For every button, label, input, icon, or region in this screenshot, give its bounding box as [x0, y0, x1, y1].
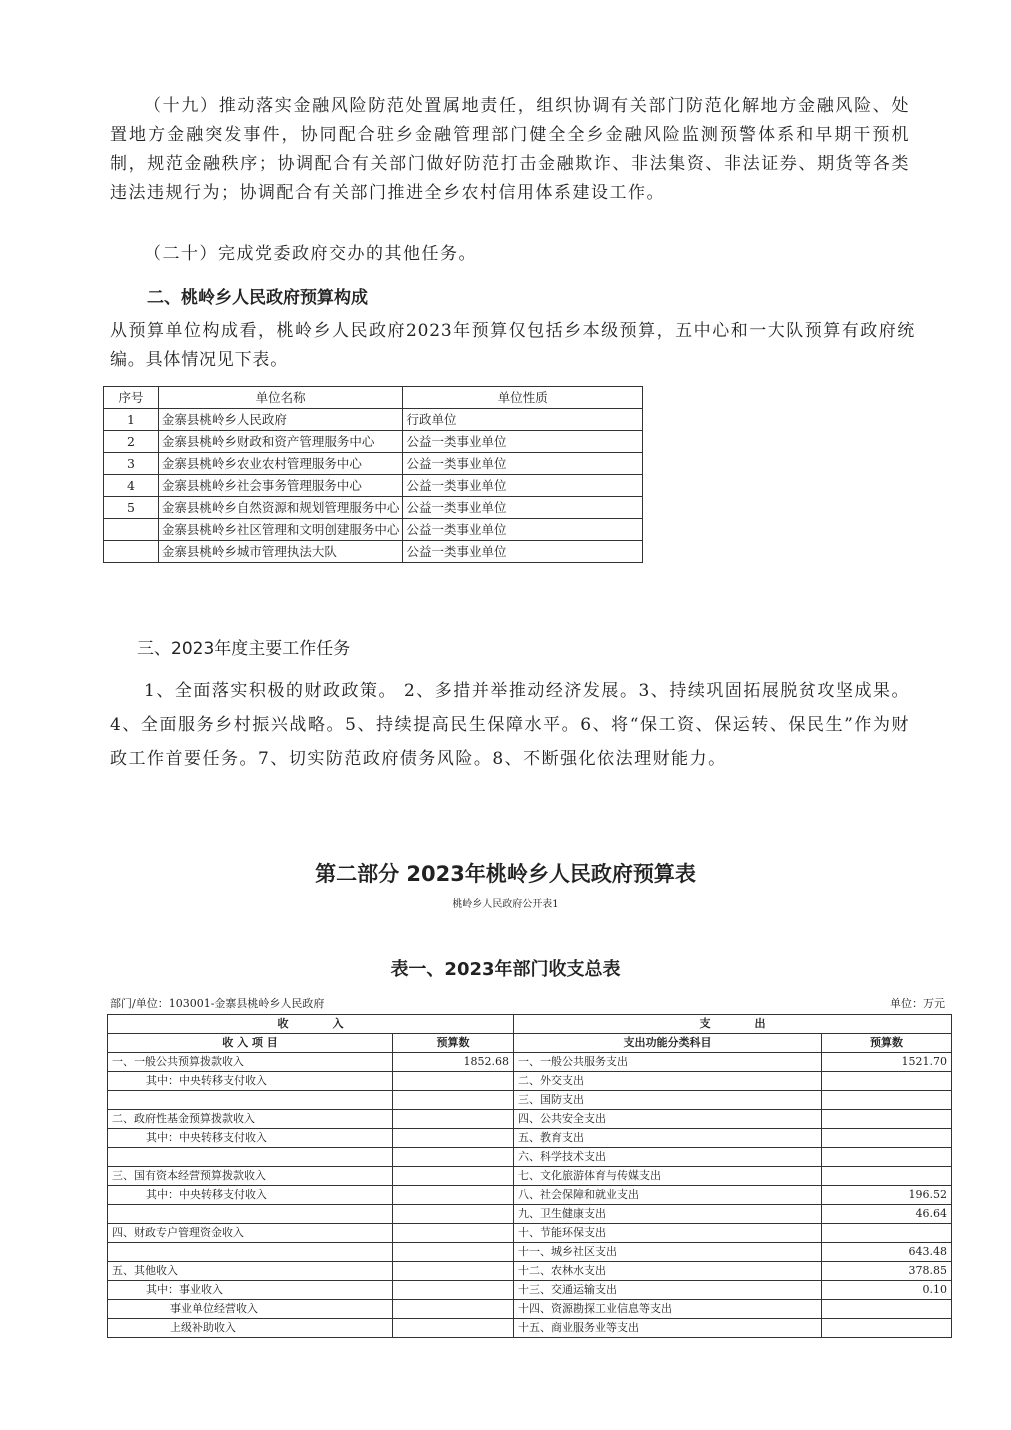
table-row — [108, 1300, 952, 1319]
expense-amount: 0.10 — [822, 1281, 952, 1300]
expense-amount — [822, 1167, 952, 1186]
paragraph-19: （十九）推动落实金融风险防范处置属地责任，组织协调有关部门防范化解地方金融风险、处置地方金融突发事件，协同配合驻乡金融管理部门健全全乡金融风险监测预警体系和早期干预机制，规范金融秩序；协调配合有关部门做好防范打击金融欺诈、非法集资、非法证券、期货等各类违法违规行为；协调配合有关部门推进全乡农村信用体系建设工作。 — [110, 96, 910, 203]
part2-subtitle: 桃岭乡人民政府公开表1 — [452, 899, 559, 910]
section3-text: 1、全面落实积极的财政政策。 2、多措并举推动经济发展。3、持续巩固拓展脱贫攻坚成果。4、全面服务乡村振兴战略。5、持续提高民生保障水平。6、将“保工资、保运转、保民生”作为财政工作首要任务。7、切实防范政府债务风险。8、不断强化依法理财能力。 — [110, 681, 910, 769]
table-row — [104, 431, 643, 453]
expense-amount: 196.52 — [822, 1186, 952, 1205]
expense-item: 三、国防支出 — [514, 1091, 822, 1110]
table-row — [104, 497, 643, 519]
col-income-item: 收 入 项 目 — [108, 1034, 393, 1053]
row-name: 金寨县桃岭乡社区管理和文明创建服务中心 — [158, 519, 403, 541]
unit-table-header — [104, 387, 643, 409]
income-amount: 1852.68 — [393, 1053, 514, 1072]
table-row — [104, 475, 643, 497]
table-row — [108, 1148, 952, 1167]
table-row — [104, 541, 643, 563]
row-type: 公益一类事业单位 — [403, 519, 643, 541]
table-row — [108, 1262, 952, 1281]
income-item: 五、其他收入 — [108, 1262, 393, 1281]
table-row — [108, 1186, 952, 1205]
income-item: 其中：中央转移支付收入 — [108, 1072, 393, 1091]
budget-header-group — [108, 1015, 952, 1034]
row-name: 金寨县桃岭乡城市管理执法大队 — [158, 541, 403, 563]
income-amount — [393, 1205, 514, 1224]
expense-amount — [822, 1319, 952, 1338]
row-no: 1 — [104, 409, 159, 431]
budget-table-title: 表一、2023年部门收支总表 — [390, 959, 621, 980]
expense-item: 十、节能环保支出 — [514, 1224, 822, 1243]
paragraph-20: （二十）完成党委政府交办的其他任务。 — [144, 244, 477, 264]
expense-amount: 378.85 — [822, 1262, 952, 1281]
budget-table — [107, 1014, 952, 1338]
row-type: 公益一类事业单位 — [403, 475, 643, 497]
income-amount — [393, 1148, 514, 1167]
table-row — [108, 1091, 952, 1110]
expense-item: 十一、城乡社区支出 — [514, 1243, 822, 1262]
income-item: 其中：中央转移支付收入 — [108, 1129, 393, 1148]
expense-item: 十五、商业服务业等支出 — [514, 1319, 822, 1338]
income-item — [108, 1243, 393, 1262]
expense-item: 二、外交支出 — [514, 1072, 822, 1091]
col-expense-item: 支出功能分类科目 — [514, 1034, 822, 1053]
income-amount — [393, 1243, 514, 1262]
expense-item: 十四、资源勘探工业信息等支出 — [514, 1300, 822, 1319]
row-no: 2 — [104, 431, 159, 453]
table-row — [108, 1224, 952, 1243]
income-amount — [393, 1186, 514, 1205]
expense-item: 七、文化旅游体育与传媒支出 — [514, 1167, 822, 1186]
income-item: 一、一般公共预算拨款收入 — [108, 1053, 393, 1072]
header-type: 单位性质 — [403, 387, 643, 409]
expense-amount — [822, 1300, 952, 1319]
expense-amount — [822, 1110, 952, 1129]
income-item — [108, 1148, 393, 1167]
expense-amount: 643.48 — [822, 1243, 952, 1262]
income-amount — [393, 1072, 514, 1091]
row-name: 金寨县桃岭乡农业农村管理服务中心 — [158, 453, 403, 475]
dept-label: 部门/单位：103001-金寨县桃岭乡人民政府 — [110, 997, 325, 1010]
income-amount — [393, 1281, 514, 1300]
row-no: 3 — [104, 453, 159, 475]
expense-amount: 46.64 — [822, 1205, 952, 1224]
income-header: 收 入 — [108, 1015, 514, 1034]
income-amount — [393, 1129, 514, 1148]
expense-amount — [822, 1148, 952, 1167]
income-item: 四、财政专户管理资金收入 — [108, 1224, 393, 1243]
row-no: 4 — [104, 475, 159, 497]
table-row — [108, 1319, 952, 1338]
expense-amount — [822, 1072, 952, 1091]
expense-item: 六、科学技术支出 — [514, 1148, 822, 1167]
income-item: 三、国有资本经营预算拨款收入 — [108, 1167, 393, 1186]
budget-header-columns — [108, 1034, 952, 1053]
expense-item: 五、教育支出 — [514, 1129, 822, 1148]
expense-amount: 1521.70 — [822, 1053, 952, 1072]
table-row — [108, 1072, 952, 1091]
table-row — [104, 409, 643, 431]
expense-amount — [822, 1224, 952, 1243]
row-type: 公益一类事业单位 — [403, 541, 643, 563]
expense-amount — [822, 1091, 952, 1110]
expense-amount — [822, 1129, 952, 1148]
table-row — [108, 1205, 952, 1224]
col-income-amount: 预算数 — [393, 1034, 514, 1053]
unit-table — [103, 386, 643, 563]
row-type: 公益一类事业单位 — [403, 431, 643, 453]
row-type: 公益一类事业单位 — [403, 497, 643, 519]
table-row — [108, 1129, 952, 1148]
table-row — [104, 519, 643, 541]
income-amount — [393, 1262, 514, 1281]
row-name: 金寨县桃岭乡社会事务管理服务中心 — [158, 475, 403, 497]
table-row — [108, 1110, 952, 1129]
section2-text: 从预算单位构成看，桃岭乡人民政府2023年预算仅包括乡本级预算，五中心和一大队预算有政府统编。具体情况见下表。 — [110, 321, 915, 370]
income-item: 其中：事业收入 — [108, 1281, 393, 1300]
row-name: 金寨县桃岭乡财政和资产管理服务中心 — [158, 431, 403, 453]
income-amount — [393, 1167, 514, 1186]
col-expense-amount: 预算数 — [822, 1034, 952, 1053]
expense-item: 八、社会保障和就业支出 — [514, 1186, 822, 1205]
income-item: 其中：中央转移支付收入 — [108, 1186, 393, 1205]
income-item: 上级补助收入 — [108, 1319, 393, 1338]
income-item: 二、政府性基金预算拨款收入 — [108, 1110, 393, 1129]
header-name: 单位名称 — [158, 387, 403, 409]
income-amount — [393, 1300, 514, 1319]
table-row — [108, 1167, 952, 1186]
table-row — [104, 453, 643, 475]
expense-item: 四、公共安全支出 — [514, 1110, 822, 1129]
row-name: 金寨县桃岭乡自然资源和规划管理服务中心 — [158, 497, 403, 519]
expense-header: 支 出 — [514, 1015, 952, 1034]
expense-item: 一、一般公共服务支出 — [514, 1053, 822, 1072]
expense-item: 十二、农林水支出 — [514, 1262, 822, 1281]
table-row — [108, 1053, 952, 1072]
table-row — [108, 1281, 952, 1300]
section3-title: 三、2023年度主要工作任务 — [137, 639, 351, 659]
income-amount — [393, 1110, 514, 1129]
row-no: 5 — [104, 497, 159, 519]
row-no — [104, 541, 159, 563]
income-item: 事业单位经营收入 — [108, 1300, 393, 1319]
part2-title: 第二部分 2023年桃岭乡人民政府预算表 — [315, 862, 696, 886]
expense-item: 十三、交通运输支出 — [514, 1281, 822, 1300]
row-type: 行政单位 — [403, 409, 643, 431]
row-name: 金寨县桃岭乡人民政府 — [158, 409, 403, 431]
table-row — [108, 1243, 952, 1262]
income-item — [108, 1205, 393, 1224]
header-no: 序号 — [104, 387, 159, 409]
expense-item: 九、卫生健康支出 — [514, 1205, 822, 1224]
row-no — [104, 519, 159, 541]
unit-label: 单位：万元 — [890, 997, 945, 1010]
section2-title: 二、桃岭乡人民政府预算构成 — [147, 288, 368, 308]
income-amount — [393, 1091, 514, 1110]
income-item — [108, 1091, 393, 1110]
row-type: 公益一类事业单位 — [403, 453, 643, 475]
income-amount — [393, 1319, 514, 1338]
income-amount — [393, 1224, 514, 1243]
